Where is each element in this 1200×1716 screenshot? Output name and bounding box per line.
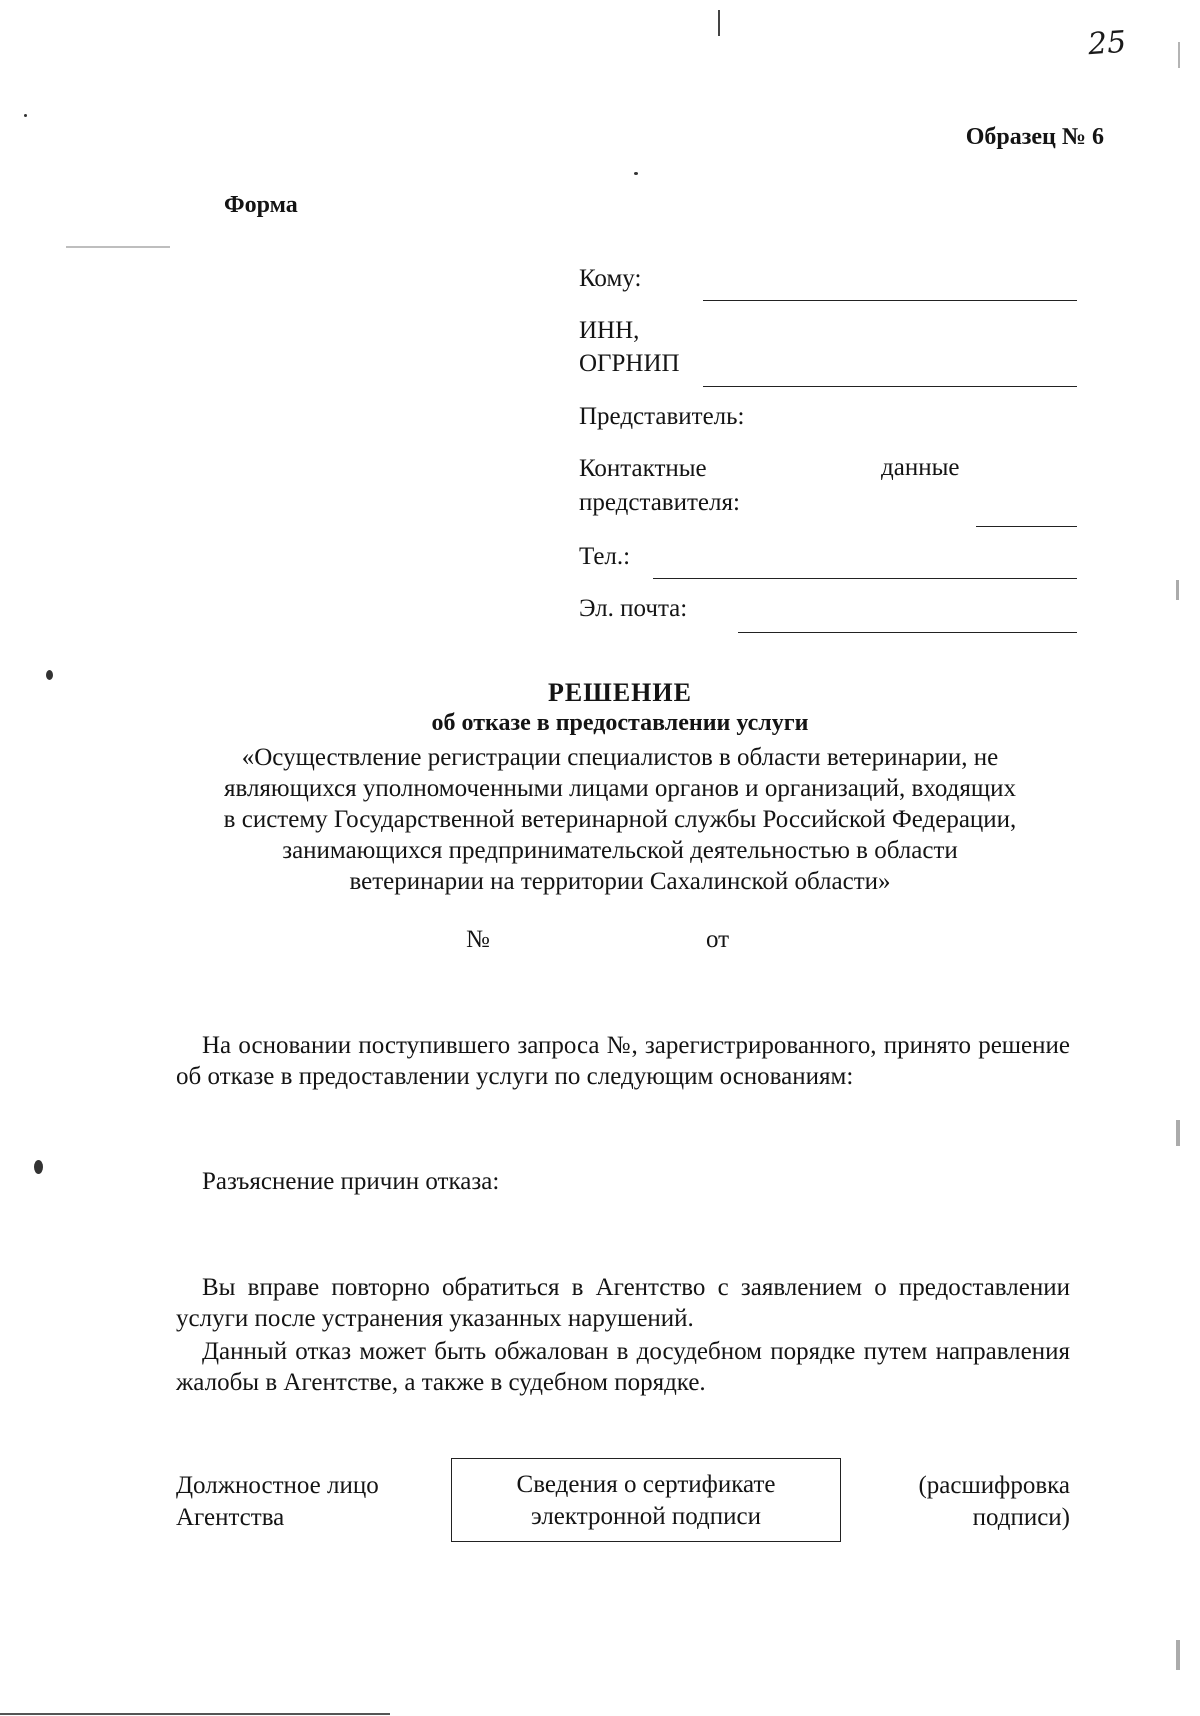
phone-label: Тел.:	[579, 543, 631, 570]
decision-number-label: №	[466, 926, 490, 953]
scan-mark	[66, 246, 170, 248]
decision-date-label: от	[706, 926, 730, 953]
signature-decoding-label	[918, 1470, 1070, 1534]
to-blank-line	[703, 300, 1077, 301]
decision-title: РЕШЕНИЕ	[548, 678, 692, 707]
to-label: Кому:	[579, 265, 642, 292]
scan-speck	[34, 1160, 43, 1174]
signature-decoding-line: подписи)	[972, 1504, 1070, 1531]
service-name	[160, 742, 1080, 897]
signature-decoding-line: (расшифровка	[918, 1472, 1070, 1499]
scan-speck	[634, 172, 638, 175]
official-label-line: Агентства	[176, 1504, 285, 1531]
handwritten-page-number: 25	[1086, 24, 1128, 63]
official-label	[176, 1470, 379, 1534]
service-name-line: ветеринарии на территории Сахалинской области»	[349, 868, 891, 895]
official-label-line: Должностное лицо	[176, 1472, 379, 1499]
certificate-info-box	[451, 1458, 841, 1542]
inn-blank-line	[703, 386, 1077, 387]
representative-label: Представитель:	[579, 403, 745, 430]
contact-representative-label: представителя:	[579, 489, 740, 516]
sample-number-label: Образец № 6	[965, 124, 1104, 150]
scan-mark	[718, 10, 720, 36]
service-name-line: занимающихся предпринимательской деятельностью в области	[282, 837, 958, 864]
form-label: Форма	[224, 192, 298, 218]
certificate-info-line: электронной подписи	[531, 1503, 761, 1530]
decision-subtitle: об отказе в предоставлении услуги	[431, 710, 809, 736]
contact-word-1: Контактные	[579, 455, 707, 482]
service-name-line: в систему Государственной ветеринарной службы Российской Федерации,	[223, 806, 1017, 833]
email-blank-line	[738, 632, 1077, 633]
inn-label: ИНН,	[579, 317, 640, 344]
scan-mark	[1176, 1120, 1180, 1146]
scan-mark	[1178, 42, 1180, 68]
scan-mark	[1176, 580, 1179, 600]
certificate-info-line: Сведения о сертификате	[516, 1471, 776, 1498]
scan-speck	[24, 114, 27, 117]
service-name-line: «Осуществление регистрации специалистов в области ветеринарии, не	[241, 744, 999, 771]
appeal-paragraph: Данный отказ может быть обжалован в досудебном порядке путем направления жалобы в Агентстве, а также в судебном порядке.	[176, 1338, 1070, 1396]
contact-blank-line	[976, 526, 1077, 527]
scan-speck	[46, 670, 53, 680]
phone-blank-line	[653, 578, 1077, 579]
reapply-paragraph: Вы вправе повторно обратиться в Агентство с заявлением о предоставлении услуги после устранения указанных нарушений.	[176, 1274, 1070, 1332]
scan-edge-line	[0, 1713, 390, 1715]
scan-mark	[1176, 1640, 1180, 1670]
explanation-label: Разъяснение причин отказа:	[202, 1168, 500, 1195]
basis-paragraph: На основании поступившего запроса №, зарегистрированного, принято решение об отказе в предоставлении услуги по следующим основаниям:	[176, 1032, 1070, 1090]
ogrnip-label: ОГРНИП	[579, 350, 680, 377]
service-name-line: являющихся уполномоченными лицами органов и организаций, входящих	[223, 775, 1017, 802]
email-label: Эл. почта:	[579, 595, 688, 622]
contact-word-2: данные	[881, 454, 960, 481]
